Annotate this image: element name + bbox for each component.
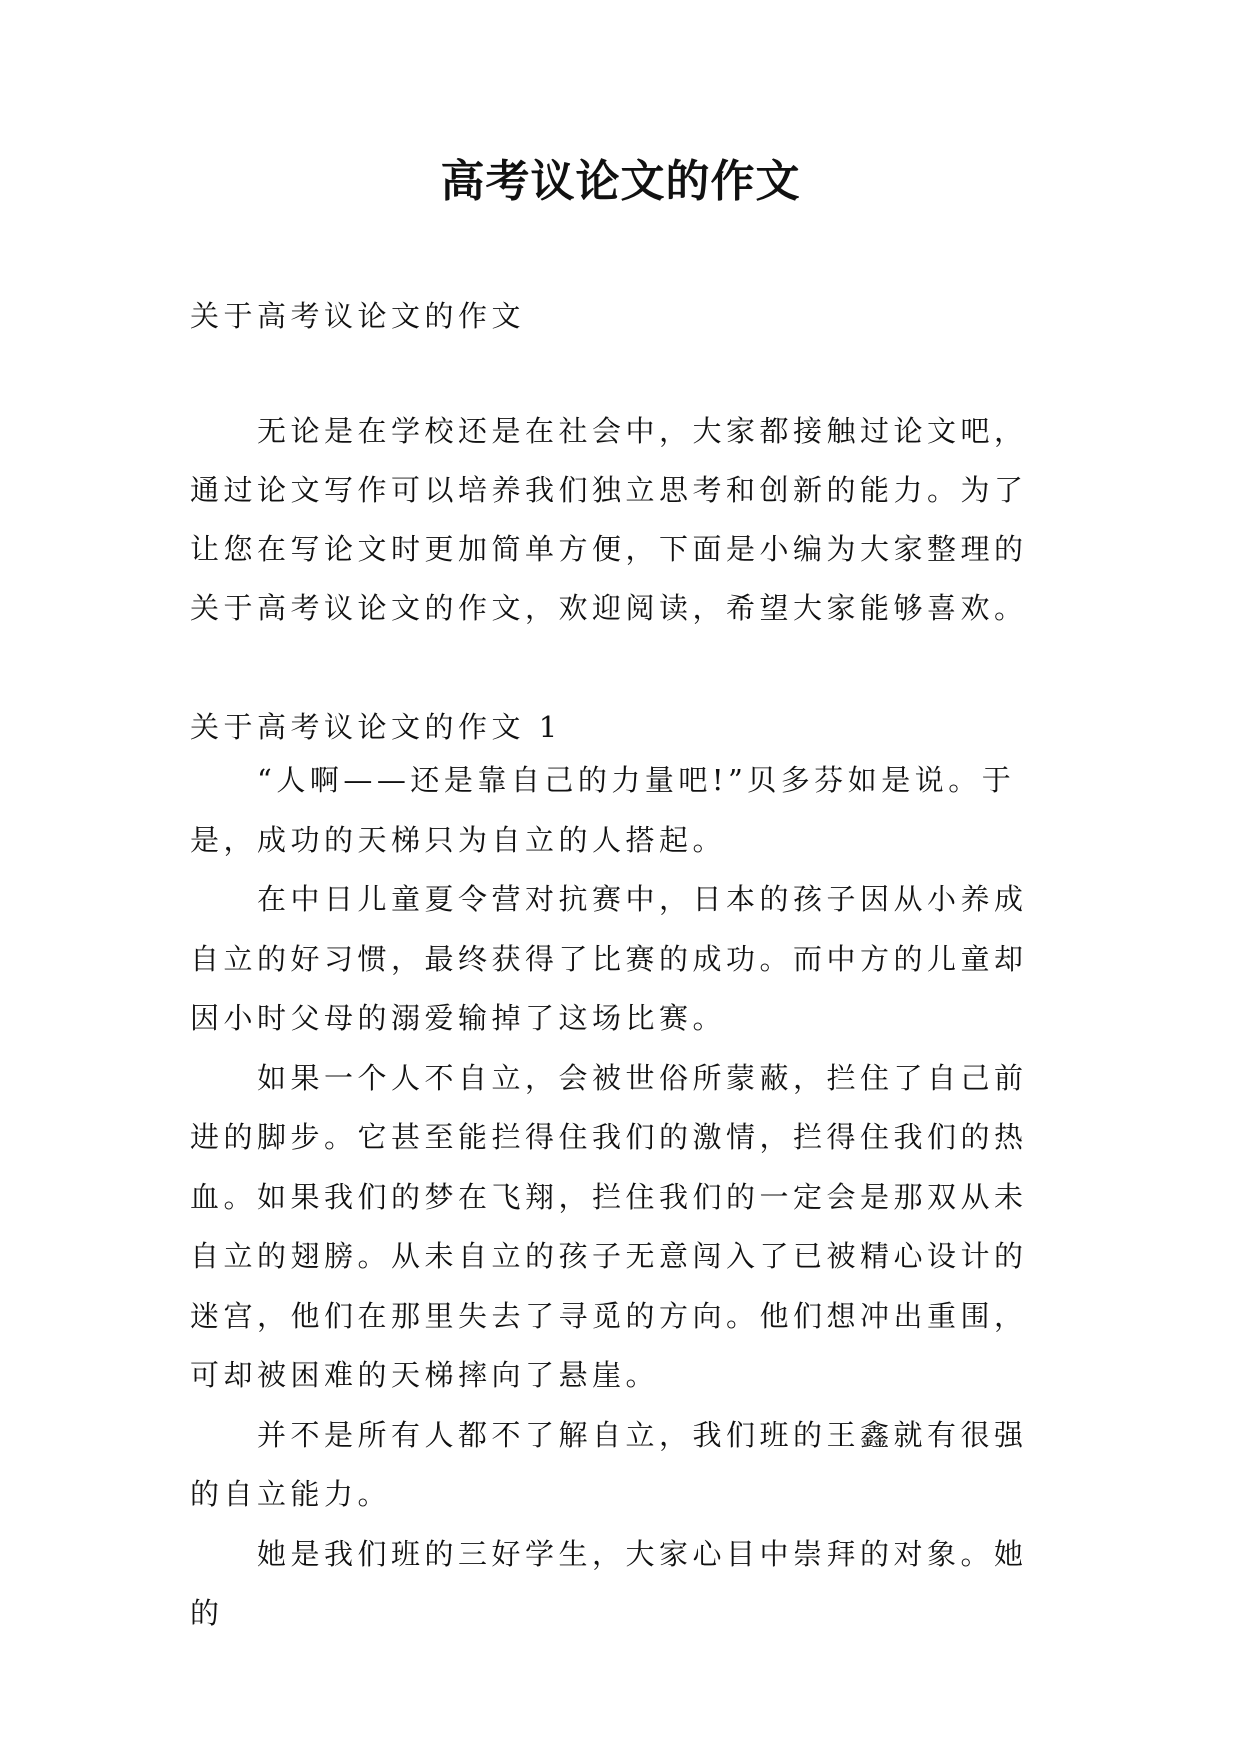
intro-block <box>190 402 1050 638</box>
document-subtitle: 关于高考议论文的作文 <box>190 299 526 333</box>
document-title: 高考议论文的作文 <box>440 156 801 207</box>
essay-paragraph-4: 并不是所有人都不了解自立，我们班的王鑫就有很强的自立能力。 <box>190 1417 1028 1511</box>
essay-paragraph-5: 她是我们班的三好学生，大家心目中崇拜的对象。她的 <box>190 1536 1028 1630</box>
essay-body <box>190 751 1050 1644</box>
essay-paragraph-1: “人啊——还是靠自己的力量吧!”贝多芬如是说。于是，成功的天梯只为自立的人搭起。 <box>190 763 1016 857</box>
essay-paragraph-3: 如果一个人不自立，会被世俗所蒙蔽，拦住了自己前进的脚步。它甚至能拦得住我们的激情，拦得住我们的热血。如果我们的梦在飞翔，拦住我们的一定会是那双从未自立的翅膀。从未自立的孩子无意闯入了已被精心设计的迷宫，他们在那里失去了寻觅的方向。他们想冲出重围，可却被困难的天梯摔向了悬崖。 <box>190 1060 1028 1392</box>
section-heading: 关于高考议论文的作文 1 <box>190 710 562 744</box>
intro-paragraph: 无论是在学校还是在社会中，大家都接触过论文吧，通过论文写作可以培养我们独立思考和创新的能力。为了让您在写论文时更加简单方便，下面是小编为大家整理的关于高考议论文的作文，欢迎阅读，希望大家能够喜欢。 <box>190 414 1028 625</box>
essay-paragraph-2: 在中日儿童夏令营对抗赛中，日本的孩子因从小养成自立的好习惯，最终获得了比赛的成功。而中方的儿童却因小时父母的溺爱输掉了这场比赛。 <box>190 882 1028 1035</box>
